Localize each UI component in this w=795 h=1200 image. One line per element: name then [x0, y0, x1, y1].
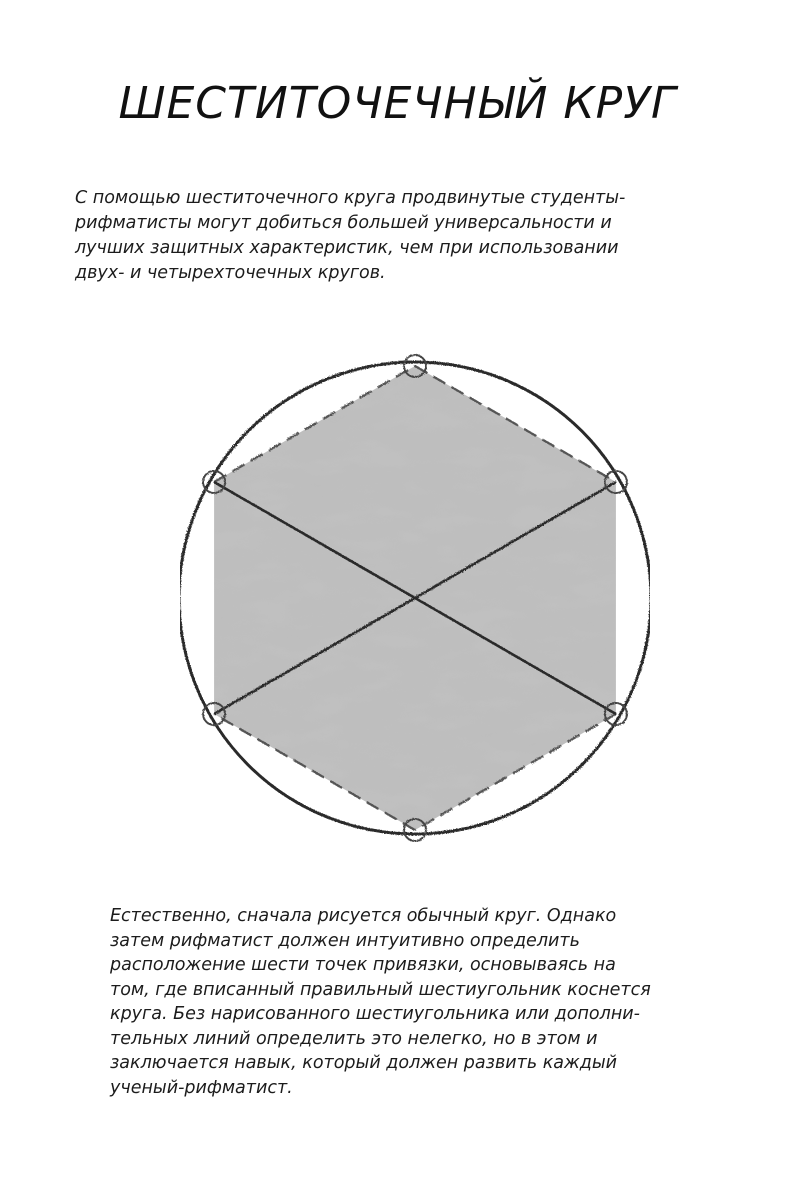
explanation-paragraph [110, 904, 730, 1100]
body-line: круга. Без нарисованного шестиугольника или дополни- [110, 1004, 640, 1024]
intro-line: двух- и четырехточечных кругов. [75, 263, 386, 283]
body-line: затем рифматист должен интуитивно определить [110, 930, 580, 951]
body-line: Естественно, сначала рисуется обычный круг. Однако [110, 906, 617, 926]
body-line: том, где вписанный правильный шестиугольник коснется [110, 979, 651, 1000]
six-point-circle-diagram [180, 330, 650, 870]
body-line: тельных линий определить это нелегко, но в этом и [110, 1028, 598, 1049]
intro-line: лучших защитных характеристик, чем при использовании [75, 238, 619, 258]
intro-line: рифматисты могут добиться большей универсальности и [75, 213, 612, 233]
body-line: ученый-рифматист. [110, 1077, 293, 1098]
intro-paragraph [75, 186, 725, 286]
intro-line: С помощью шеститочечного круга продвинутые студенты- [75, 188, 626, 208]
body-line: заключается навык, который должен развить каждый [110, 1053, 618, 1073]
body-line: расположение шести точек привязки, основываясь на [110, 955, 616, 975]
page-title: ШЕСТИТОЧЕЧНЫЙ КРУГ [118, 78, 677, 129]
